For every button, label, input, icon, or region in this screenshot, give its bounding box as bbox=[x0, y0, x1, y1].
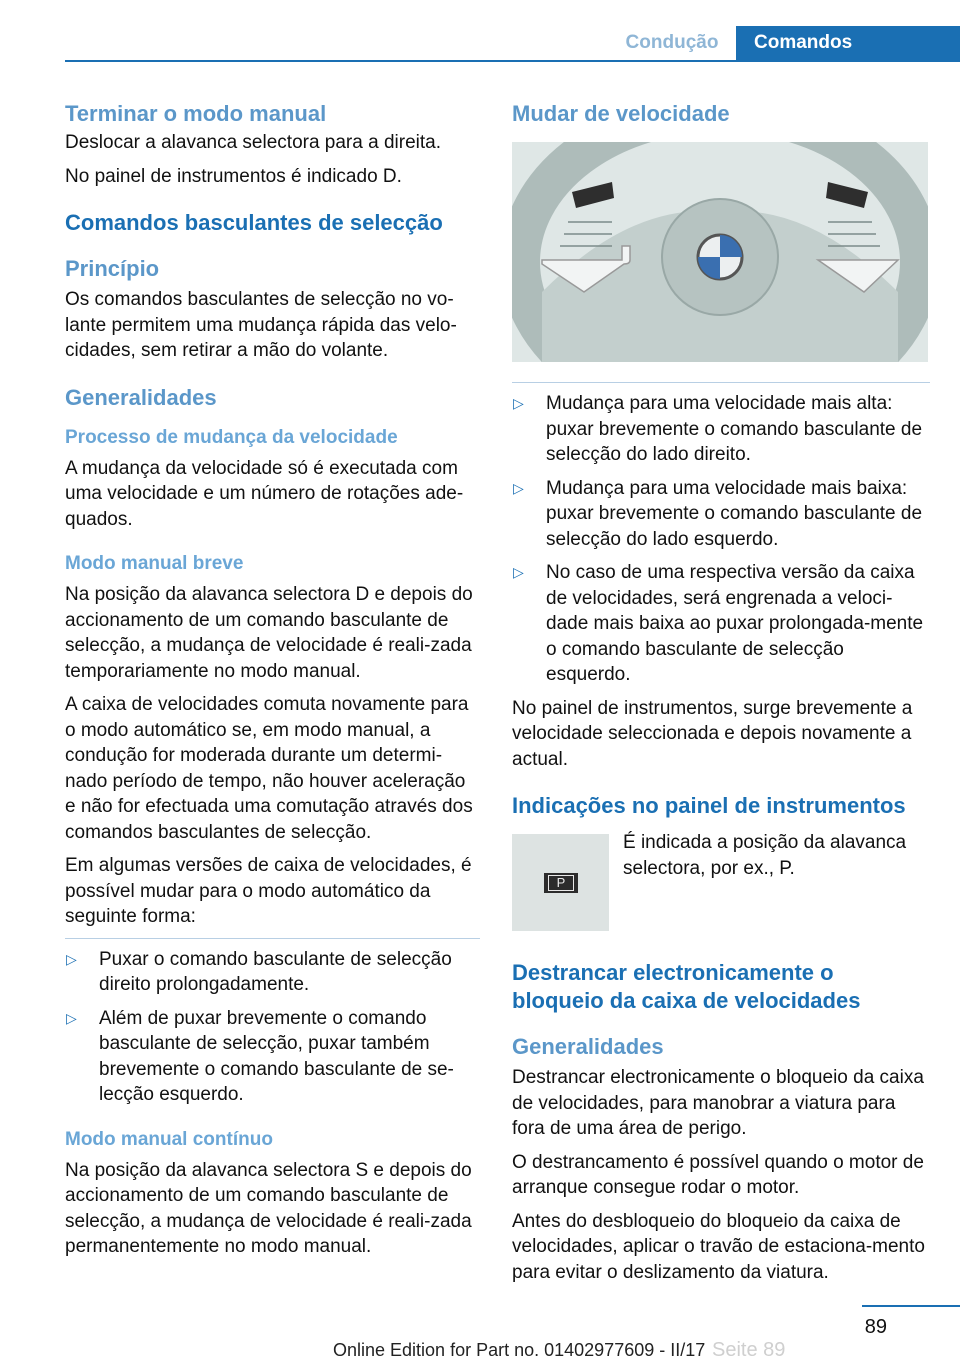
heading-comandos-basculantes: Comandos basculantes de selecção bbox=[65, 210, 443, 235]
paragraph: Deslocar a alavanca selectora para a direita. bbox=[65, 132, 441, 153]
watermark: Seite 89 bbox=[712, 1339, 786, 1361]
left-column bbox=[65, 100, 480, 1268]
heading-modo-manual-breve: Modo manual breve bbox=[65, 553, 244, 574]
triangle-bullet-icon: ▷ bbox=[66, 950, 77, 967]
right-column bbox=[512, 100, 930, 1293]
heading-generalidades: Generalidades bbox=[65, 384, 217, 410]
edition-note: Online Edition for Part no. 01402977609 - II/17 bbox=[333, 1340, 706, 1360]
paragraph: No painel de instrumentos, surge brevemente a velocidade seleccionada e depois novamente a actual. bbox=[512, 697, 913, 770]
paragraph: No painel de instrumentos é indicado D. bbox=[65, 165, 402, 187]
page-number: 89 bbox=[864, 1316, 887, 1338]
paragraph: Em algumas versões de caixa de velocidades, é possível mudar para o modo automático da seguinte forma: bbox=[65, 855, 472, 927]
chapter-tab[interactable]: Comandos bbox=[736, 26, 960, 62]
paragraph: É indicada a posição da alavanca selectora, por ex., P. bbox=[623, 832, 907, 879]
section-tab[interactable]: Condução bbox=[625, 32, 719, 53]
divider bbox=[512, 382, 930, 383]
gear-letter: P bbox=[548, 875, 574, 891]
list-item: ▷ Puxar o comando basculante de selecção direito prolongadamente. bbox=[66, 948, 452, 995]
triangle-bullet-icon: ▷ bbox=[66, 1009, 77, 1026]
paragraph: A mudança da velocidade só é executada com uma velocidade e um número de rotações ade-quados. bbox=[65, 457, 464, 530]
triangle-bullet-icon: ▷ bbox=[513, 479, 524, 496]
heading-generalidades-right: Generalidades bbox=[512, 1034, 664, 1059]
heading-mudar-velocidade: Mudar de velocidade bbox=[512, 101, 730, 126]
list-item: ▷ Mudança para uma velocidade mais alta: puxar brevemente o comando basculante de selecção do lado direito. bbox=[513, 393, 923, 465]
paragraph: O destrancamento é possível quando o motor de arranque consegue rodar o motor. bbox=[512, 1151, 924, 1198]
heading-processo-mudanca: Processo de mudança da velocidade bbox=[65, 426, 398, 448]
gear-display-icon bbox=[544, 873, 578, 893]
paragraph: Destrancar electronicamente o bloqueio da caixa de velocidades, para manobrar a viatura para fora de uma área de perigo. bbox=[512, 1067, 924, 1139]
instrument-display-illustration bbox=[512, 834, 609, 931]
bullet-list bbox=[65, 947, 480, 1108]
paragraph: Na posição da alavanca selectora S e depois do accionamento de um comando basculante de selecção, a mudança de velocidade é reali-zada permanentemente no modo manual. bbox=[65, 1159, 472, 1257]
heading-destrancar-bloqueio: Destrancar electronicamente o bloqueio da caixa de velocidades bbox=[512, 960, 861, 1013]
heading-principio: Princípio bbox=[65, 256, 160, 281]
paragraph: A caixa de velocidades comuta novamente para o modo automático se, em modo manual, a condução for moderada durante um determi-nado período de tempo, não houver aceleração e não for efectuada uma comutação através dos comandos basculantes de selecção. bbox=[65, 694, 473, 843]
bullet-list bbox=[512, 391, 930, 688]
footer-rule bbox=[862, 1305, 960, 1307]
triangle-bullet-icon: ▷ bbox=[513, 395, 524, 411]
paragraph: Os comandos basculantes de selecção no vo-lante permitem uma mudança rápida das velo-cidades, sem retirar a mão do volante. bbox=[65, 289, 457, 361]
list-item: ▷ Mudança para uma velocidade mais baixa: puxar brevemente o comando basculante de selecção do lado esquerdo. bbox=[513, 477, 923, 550]
divider bbox=[65, 938, 480, 939]
paragraph: Na posição da alavanca selectora D e depois do accionamento de um comando basculante de selecção, a mudança de velocidade é reali-zada temporariamente no modo manual. bbox=[65, 584, 473, 682]
heading-terminar-modo-manual: Terminar o modo manual bbox=[65, 101, 327, 126]
indicator-block bbox=[512, 834, 930, 931]
steering-wheel-icon bbox=[512, 142, 928, 362]
heading-indicacoes-painel: Indicações no painel de instrumentos bbox=[512, 793, 906, 818]
triangle-bullet-icon: ▷ bbox=[513, 564, 524, 580]
steering-wheel-illustration bbox=[512, 142, 928, 362]
paragraph: Antes do desbloqueio do bloqueio da caixa de velocidades, aplicar o travão de estaciona-mento para evitar o deslizamento da viatura. bbox=[512, 1210, 925, 1283]
list-item: ▷ Além de puxar brevemente o comando basculante de selecção, puxar também brevemente o comando basculante de se-lecção esquerdo. bbox=[66, 1007, 454, 1105]
heading-modo-manual-continuo: Modo manual contínuo bbox=[65, 1128, 273, 1150]
list-item: ▷ No caso de uma respectiva versão da caixa de velocidades, será engrenada a veloci-dade mais baixa ao puxar prolongada-mente o comando basculante de selecção esquerdo. bbox=[513, 562, 924, 685]
